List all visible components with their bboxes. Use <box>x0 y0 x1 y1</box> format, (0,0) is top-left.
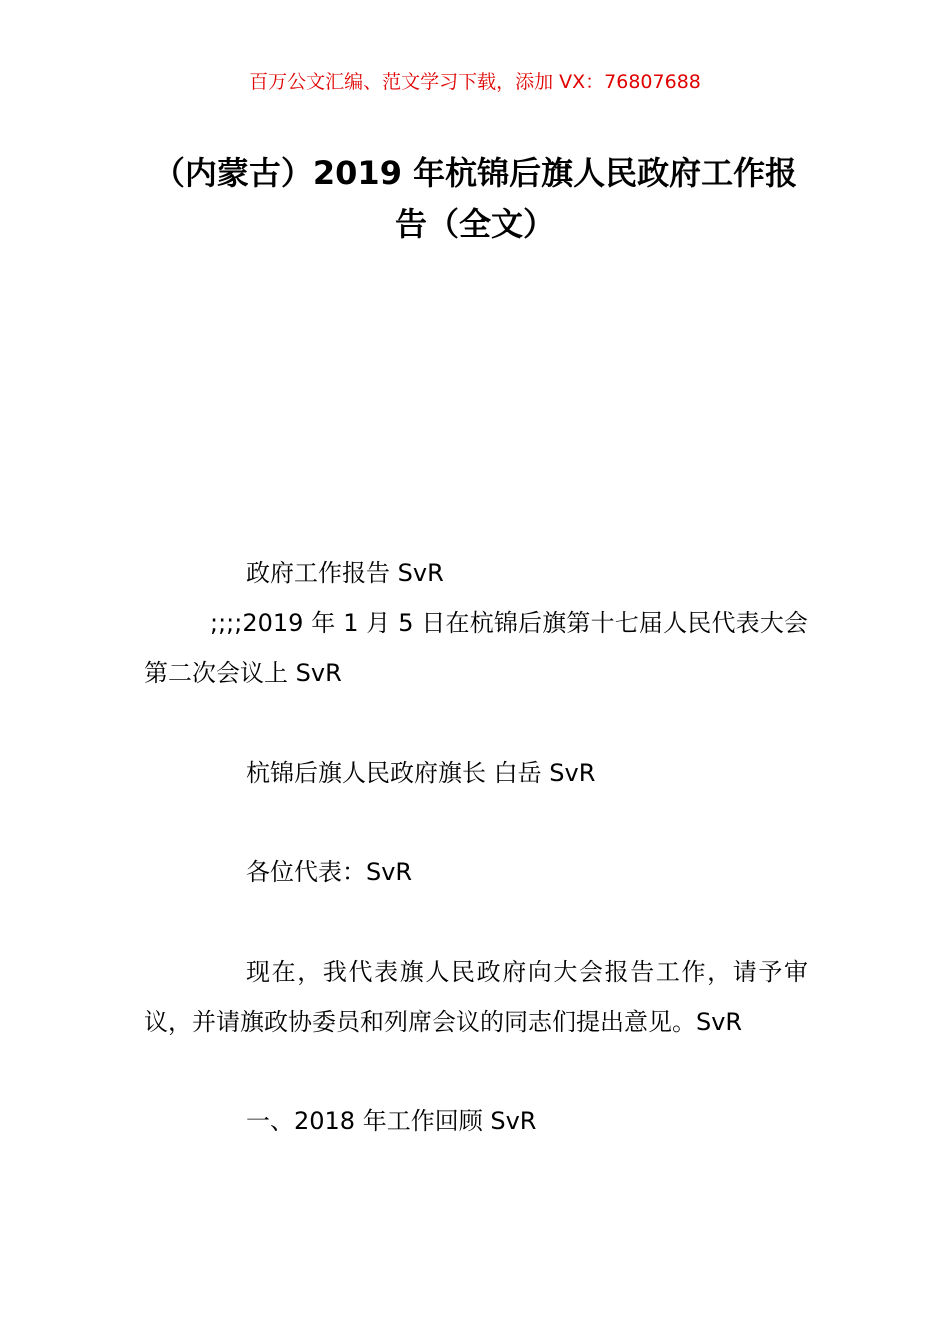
paragraph-speaker: 杭锦后旗人民政府旗长 白岳 SvR <box>246 759 596 787</box>
paragraph-intro: 现在，我代表旗人民政府向大会报告工作，请予审议，并请旗政协委员和列席会议的同志们提出意见。SvR <box>144 958 808 1036</box>
paragraph-meeting-date: ;;;;2019 年 1 月 5 日在杭锦后旗第十七届人民代表大会第二次会议上 SvR <box>144 609 808 687</box>
paragraph-salutation: 各位代表：SvR <box>246 858 413 886</box>
header-note: 百万公文汇编、范文学习下载，添加 VX：76807688 <box>249 71 701 93</box>
paragraph-report-label: 政府工作报告 SvR <box>246 559 444 587</box>
section-heading-review: 一、2018 年工作回顾 SvR <box>246 1107 537 1135</box>
document-title: （内蒙古）2019 年杭锦后旗人民政府工作报告（全文） <box>152 154 798 243</box>
